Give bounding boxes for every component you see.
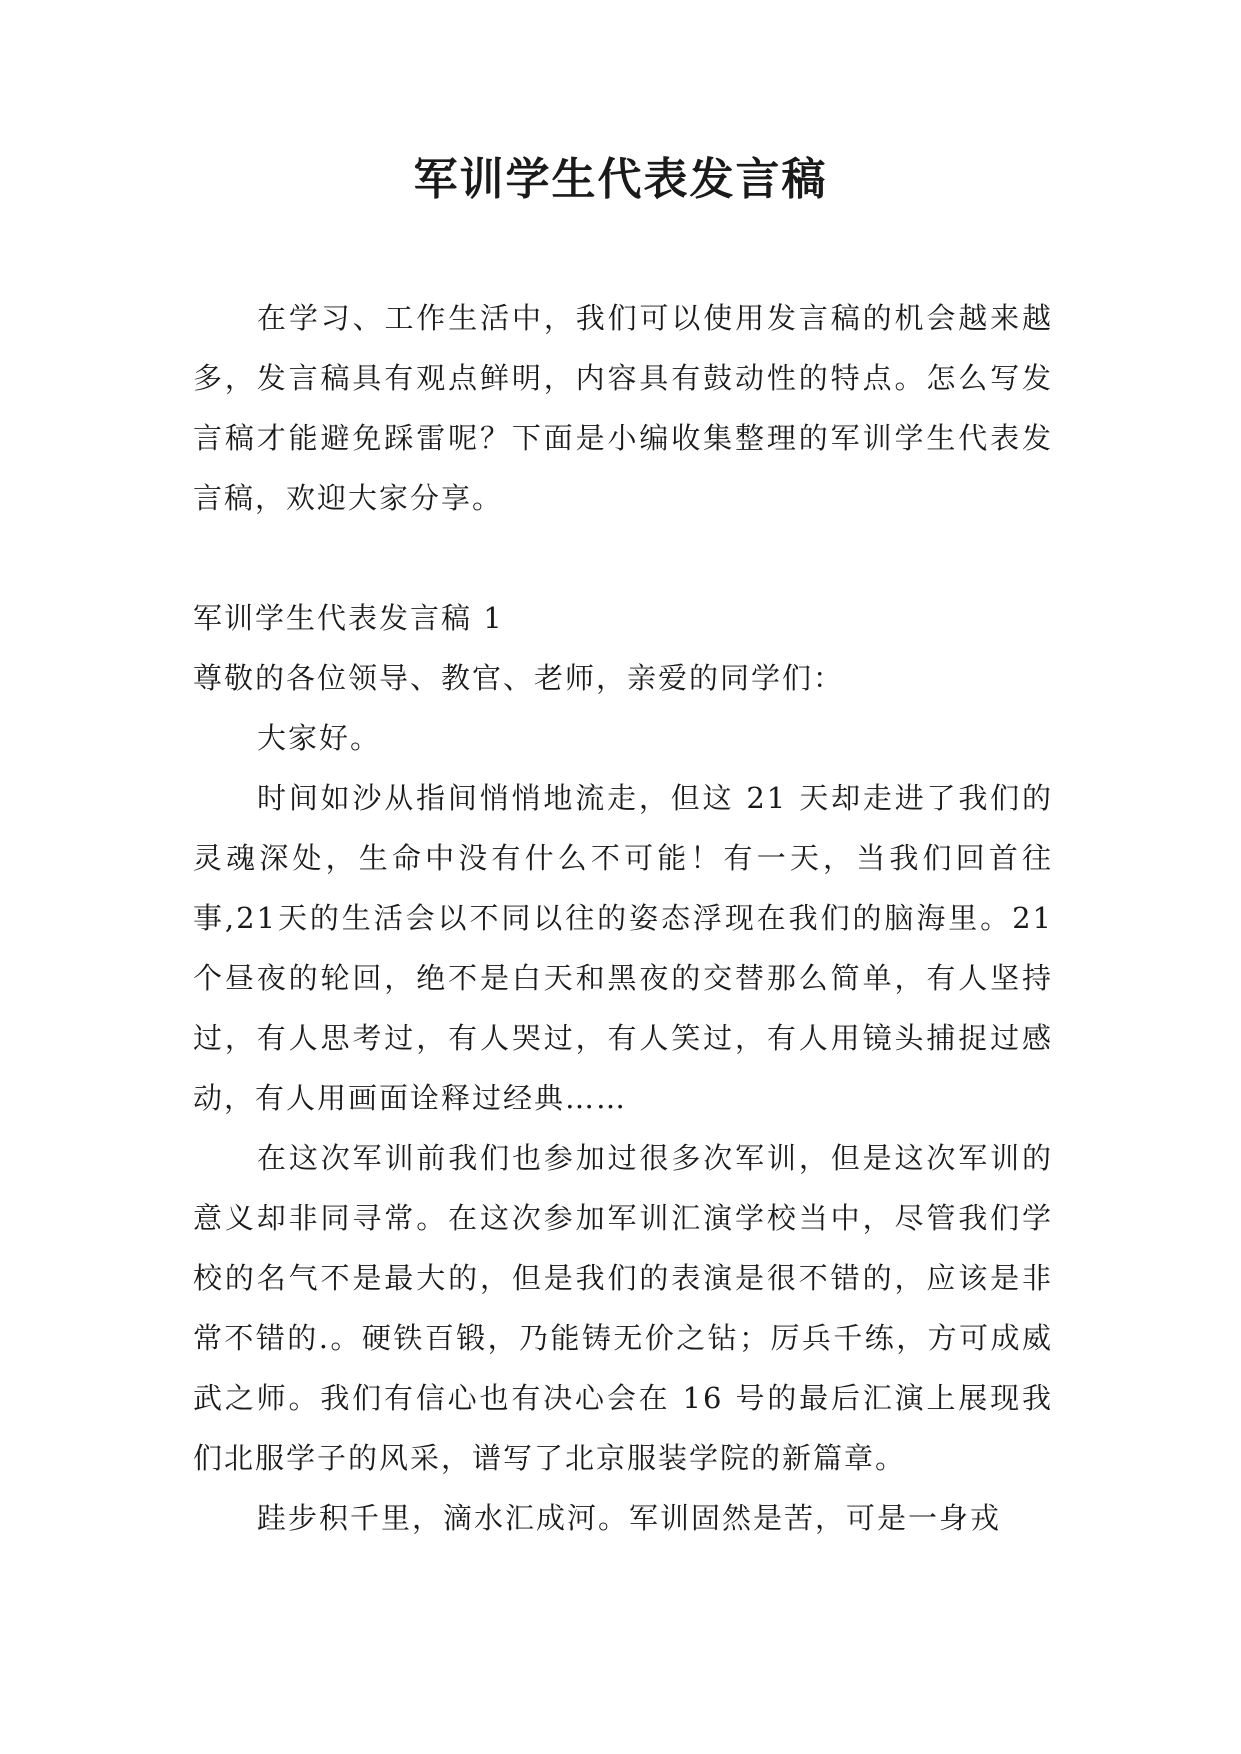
intro-paragraph: 在学习、工作生活中，我们可以使用发言稿的机会越来越多，发言稿具有观点鲜明，内容具有鼓动性的特点。怎么写发言稿才能避免踩雷呢？下面是小编收集整理的军训学生代表发言稿，欢迎大家分享。 [193, 301, 1053, 515]
body-paragraph-1: 时间如沙从指间悄悄地流走，但这 21 天却走进了我们的灵魂深处，生命中没有什么不可能！有一天，当我们回首往事,21天的生活会以不同以往的姿态浮现在我们的脑海里。21 个昼夜的轮回，绝不是白天和黑夜的交替那么简单，有人坚持过，有人思考过，有人哭过，有人笑过，有人用镜头捕捉过感动，有人用画面诠释过经典…… [193, 781, 1053, 1115]
greeting: 大家好。 [257, 721, 382, 755]
salutation: 尊敬的各位领导、教官、老师，亲爱的同学们： [193, 661, 845, 695]
body-paragraph-3: 跬步积千里，滴水汇成河。军训固然是苦，可是一身戎 [257, 1501, 1002, 1535]
document-title: 军训学生代表发言稿 [413, 154, 828, 205]
section-heading: 军训学生代表发言稿 1 [193, 601, 504, 635]
document-body [193, 288, 1053, 1548]
body-paragraph-2: 在这次军训前我们也参加过很多次军训，但是这次军训的意义却非同寻常。在这次参加军训汇演学校当中，尽管我们学校的名气不是最大的，但是我们的表演是很不错的，应该是非常不错的.。硬铁百锻，乃能铸无价之钻；厉兵千练，方可成威武之师。我们有信心也有决心会在 16 号的最后汇演上展现我们北服学子的风采，谱写了北京服装学院的新篇章。 [193, 1141, 1053, 1475]
